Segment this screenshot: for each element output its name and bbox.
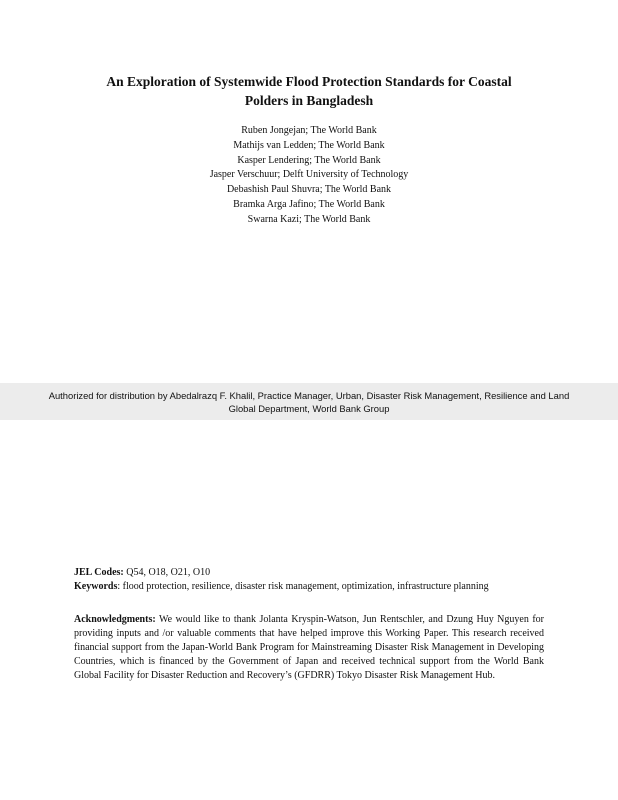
keywords-label: Keywords <box>74 580 118 592</box>
author: Bramka Arga Jafino; The World Bank <box>233 198 385 210</box>
paper-metadata <box>74 566 544 593</box>
author-list <box>60 124 558 228</box>
author: Kasper Lendering; The World Bank <box>237 154 381 166</box>
author: Jasper Verschuur; Delft University of Technology <box>209 169 409 181</box>
banner-line-2: Global Department, World Bank Group <box>228 402 390 414</box>
acknowledgments-text: We would like to thank Jolanta Kryspin-Watson, Jun Rentschler, and Dzung Huy Nguyen for providing inputs and /or valuable comments that have helped improve this Working Paper. This research received financial support from the Japan-World Bank Program for Mainstreaming Disaster Risk Management in Developing Countries, which is financed by the Government of Japan and received technical support from the World Bank Global Facility for Disaster Reduction and Recovery’s (GFDRR) Tokyo Disaster Risk Management Hub. <box>74 614 544 681</box>
author: Mathijs van Ledden; The World Bank <box>233 139 385 151</box>
title-line-1: An Exploration of Systemwide Flood Protection Standards for Coastal <box>106 74 512 89</box>
acknowledgments-label: Acknowledgments: <box>74 614 156 625</box>
keywords-value: : flood protection, resilience, disaster risk management, optimization, infrastructure planning <box>117 580 489 592</box>
distribution-banner <box>0 383 618 420</box>
keywords <box>74 580 544 594</box>
jel-value: Q54, O18, O21, O10 <box>123 567 211 578</box>
banner-line-1: Authorized for distribution by Abedalrazq F. Khalil, Practice Manager, Urban, Disaster Risk Management, Resilience and Land <box>48 389 570 401</box>
paper-title <box>60 72 558 110</box>
jel-label: JEL Codes: <box>74 567 124 578</box>
author: Debashish Paul Shuvra; The World Bank <box>226 184 392 196</box>
author: Ruben Jongejan; The World Bank <box>241 125 377 136</box>
title-line-2: Polders in Bangladesh <box>244 93 374 108</box>
jel-codes <box>74 566 544 580</box>
author: Swarna Kazi; The World Bank <box>247 213 371 225</box>
acknowledgments <box>74 613 544 683</box>
